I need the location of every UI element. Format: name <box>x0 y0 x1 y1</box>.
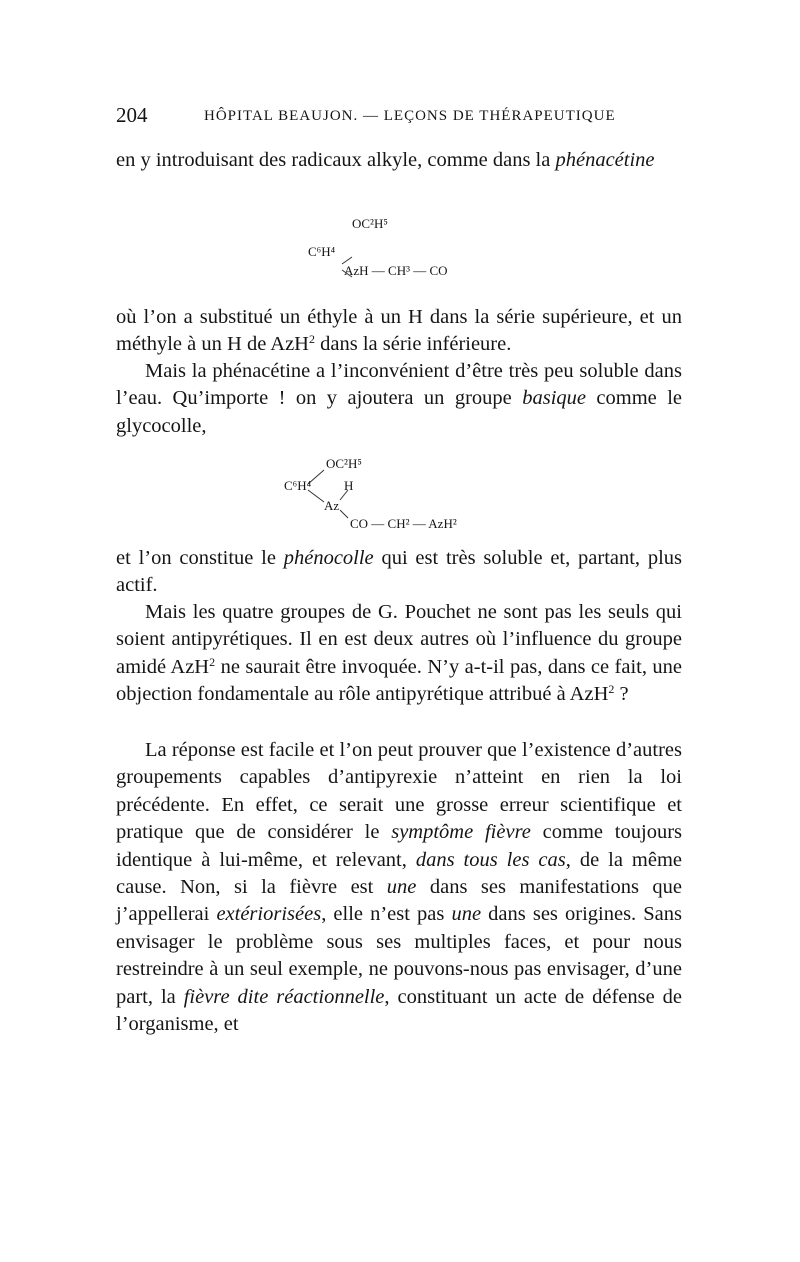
para6-italic-4: extériorisées <box>216 903 322 926</box>
para6-text-5: , elle n’est pas <box>321 903 452 926</box>
para6-italic-3: une <box>386 876 417 899</box>
formula1-lower: AzH — CH³ — CO <box>344 263 448 278</box>
para5-text-a: Mais les quatre groupes de G. Pouchet ne sont pas les seuls qui soient antipyrétiques. Il en est deux autres où l’influence du groupe amidé AzH <box>116 601 682 678</box>
para2-text-b: dans la série inférieure. <box>315 333 512 356</box>
para6-italic-2: dans tous les cas <box>415 848 566 871</box>
para5-sup2: 2 <box>608 682 615 697</box>
para2-sup: 2 <box>309 332 315 347</box>
formula2-h: H <box>344 478 354 493</box>
formula2-lower: CO — CH² — AzH² <box>350 516 457 531</box>
para3-text-a: Mais la phénacétine a l’inconvénient d’être très peu soluble dans l’eau. Qu’importe ! on y ajoutera un groupe <box>116 360 682 410</box>
para2-text-a: où l’on a substitué un éthyle à un H dans la série supérieure, et un méthyle à un H de AzH <box>116 306 682 356</box>
para4-text-a: et l’on constitue le <box>116 547 284 569</box>
formula2-upper: OC²H⁵ <box>326 456 362 471</box>
para6-text-3: , de la même cause. Non, si la fièvre est <box>116 848 683 899</box>
para6-text-4: dans ses manifestations que j’appellerai <box>116 876 682 926</box>
running-title: HÔPITAL BEAUJON. — LEÇONS DE THÉRAPEUTIQUE <box>204 108 616 124</box>
para5-sup1: 2 <box>209 654 216 669</box>
para3-text-b: comme le glycocolle, <box>116 387 682 437</box>
paragraph-2 <box>116 304 682 359</box>
paragraph-4 <box>116 545 682 600</box>
para6-text-6: dans ses origines. Sans envisager le problème sous ses multiples faces, et pour nous restreindre à un seul exemple, ne pouvons-nous pas envisager, d’une part, la <box>116 903 682 1008</box>
para6-italic-6: fièvre dite réactionnelle <box>183 985 385 1008</box>
para4-text-b: qui est très soluble et, partant, plus actif. <box>116 547 682 597</box>
para6-text-7: , constituant un acte de défense de l’organisme, et <box>116 985 683 1036</box>
formula1-upper: OC²H⁵ <box>352 216 388 231</box>
para6-italic-1: symptôme fièvre <box>391 821 531 844</box>
para5-text-c: ? <box>614 683 629 706</box>
formula-phenocolle <box>284 456 564 546</box>
paragraph-6 <box>116 737 682 1038</box>
para4-italic: phénocolle <box>283 547 374 569</box>
paragraph-5 <box>116 599 682 709</box>
formula-phenacetine <box>290 214 530 284</box>
formula2-base: C⁶H⁴ <box>284 478 312 493</box>
formula2-az: Az <box>324 498 340 513</box>
paragraph-1 <box>116 147 682 174</box>
para6-italic-5: une <box>451 903 482 926</box>
running-header <box>116 103 682 135</box>
para3-italic: basique <box>522 387 586 410</box>
para6-text-2: comme toujours identique à lui-même, et relevant, <box>116 821 682 871</box>
para1-italic: phénacétine <box>555 149 655 171</box>
paragraph-3 <box>116 358 682 440</box>
formula1-base: C⁶H⁴ <box>308 244 336 259</box>
page-number: 204 <box>116 103 148 127</box>
para1-text: en y introduisant des radicaux alkyle, comme dans la <box>116 149 556 171</box>
para5-text-b: ne saurait être invoquée. N’y a-t-il pas, dans ce fait, une objection fondamentale au rôle antipyrétique attribué à AzH <box>116 655 683 706</box>
para6-text-1: La réponse est facile et l’on peut prouver que l’existence d’autres groupements capables d’antipyrexie n’atteint en rien la loi précédente. En effet, ce serait une grosse erreur scientifique et pratique que de considérer le <box>116 739 682 844</box>
